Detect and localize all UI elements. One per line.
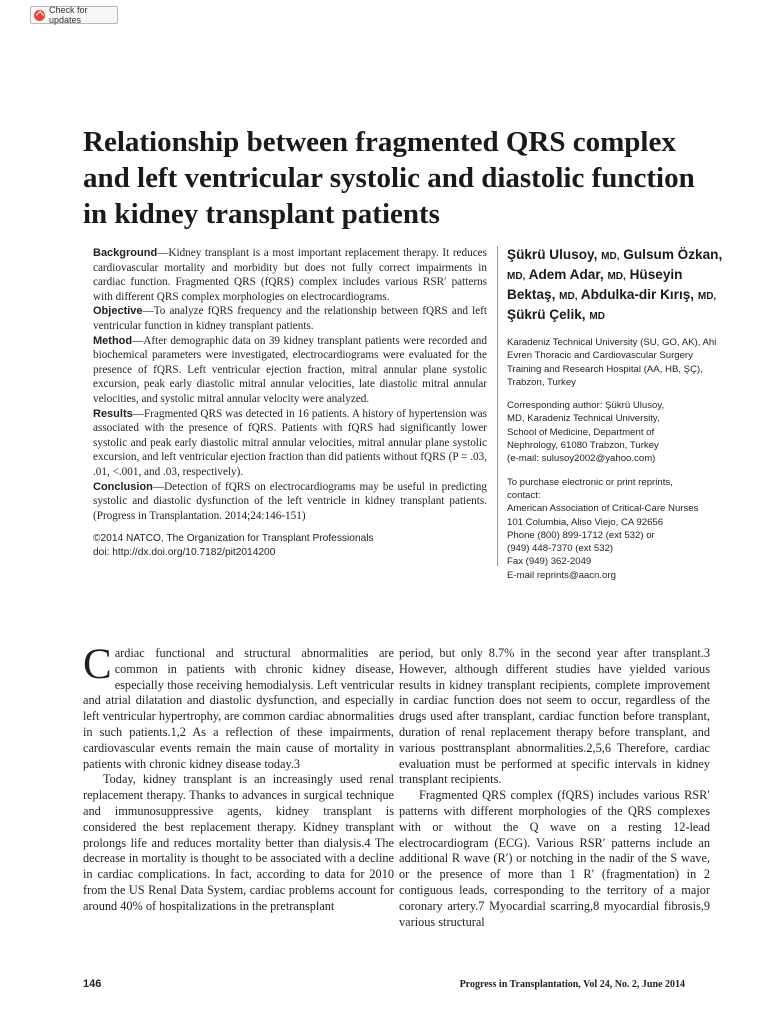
article-title <box>83 124 723 232</box>
reprints-line: 101 Columbia, Aliso Viejo, CA 92656 <box>507 516 664 528</box>
abstract-heading: Conclusion <box>93 480 153 493</box>
author-degree: MD, <box>601 251 620 262</box>
reprints-line: contact: <box>507 489 541 501</box>
copyright-block <box>93 532 487 559</box>
body-paragraph: Today, kidney transplant is an increasingly used renal replacement therapy. Thanks to advances in surgical technique and immunosuppressive agents, kidney transplant is considered the best replacement therapy. Kidney transplant prolongs life and reduces mortality better than dialysis.4 The decrease in mortality is thought to be associated with a decline in cardiac complications. In fact, according to data for 2010 from the US Renal Data System, cardiac problems account for around 40% of hospitalizations in the pretransplant <box>83 772 394 913</box>
abstract-text: —Kidney transplant is a most important replacement therapy. It reduces cardiovascular mortality and morbidity but does not fully correct impairments in cardiac function. Fragmented QRS (fQRS) complex includes various RSR′ patterns with different QRS complex morphologies on electrocardiograms. <box>93 247 487 303</box>
corresponding-author <box>507 399 727 465</box>
corresponding-email[interactable]: (e-mail: sulusoy2002@yahoo.com) <box>507 453 656 465</box>
body-column-right <box>399 646 710 930</box>
body-paragraph <box>83 641 394 772</box>
author-name: Hüseyin Bektaş, <box>507 267 683 302</box>
author-name: Şükrü Çelik, <box>507 307 586 322</box>
abstract-conclusion <box>93 480 487 524</box>
abstract-objective <box>93 304 487 333</box>
abstract-heading: Results <box>93 407 133 420</box>
body-paragraph: Fragmented QRS complex (fQRS) includes various RSR′ patterns with different morphologies of the QRS complexes with or without the Q wave on a resting 12-lead electrocardiogram (ECG). Various RSR′ patterns include an additional R wave (R′) or notching in the nadir of the S wave, or the presence of more than 1 R′ (fragmentation) in 2 contiguous leads, corresponding to the territory of a major coronary artery.7 Myocardial scarring,8 myocardial fibrosis,9 various structural <box>399 788 710 929</box>
reprints-line: American Association of Critical-Care Nurses <box>507 503 699 515</box>
abstract-background <box>93 246 487 304</box>
reprints-info <box>507 476 727 582</box>
doi-link[interactable]: doi: http://dx.doi.org/10.7182/pit2014200 <box>93 546 276 558</box>
abstract-text: —To analyze fQRS frequency and the relationship between fQRS and left ventricular function in kidney transplant patients. <box>93 305 487 332</box>
paragraph-text: ardiac functional and structural abnormalities are common in patients with chronic kidney disease, especially those receiving hemodialysis. Left ventricular and atrial dilatation and diastolic dysfunction, and especially left ventricular hypertrophy, are common cardiac abnormalities in such patients.1,2 As a reflection of these impairments, cardiovascular events remain the main cause of mortality in patients with chronic kidney disease today.3 <box>83 646 394 771</box>
corresponding-line: Nephrology, 61080 Trabzon, Turkey <box>507 440 659 452</box>
abstract <box>93 246 487 523</box>
check-for-updates-button[interactable] <box>30 6 118 24</box>
abstract-text: —After demographic data on 39 kidney transplant patients were recorded and biochemical parameters were investigated, electrocardiograms were evaluated for the presence of fQRS. Left ventricular ejection fraction, mitral annular plane systolic excursion, peak early diastolic mitral annular velocities, late diastolic mitral annular velocities, and systolic mitral annular velocity were analyzed. <box>93 334 487 405</box>
abstract-results <box>93 407 487 480</box>
copyright-line: ©2014 NATCO, The Organization for Transplant Professionals <box>93 533 374 544</box>
abstract-method <box>93 334 487 407</box>
abstract-heading: Objective <box>93 305 143 318</box>
author-info <box>507 246 727 582</box>
title-line: and left ventricular systolic and diastolic function <box>83 162 695 194</box>
author-degree: MD, <box>607 271 626 282</box>
abstract-text: —Fragmented QRS was detected in 16 patients. A history of hypertension was associated with the presence of fQRS. Patients with fQRS had significantly lower systolic and peak early diastolic mitral annular velocities, mitral annular plane systolic excursion, and left ventricular ejection fraction than did patients without fQRS (P = .03, .01, <.001, and .03, respectively). <box>93 407 487 478</box>
corresponding-line: MD, Karadeniz Technical University, <box>507 413 660 425</box>
drop-cap: C <box>83 641 112 688</box>
author-list <box>507 246 727 326</box>
abstract-text: —Detection of fQRS on electrocardiograms may be useful in predicting systolic and diastolic dysfunction of the left ventricle in kidney transplant patients. (Progress in Transplantation. 2014;24:146-151) <box>93 480 487 522</box>
reprints-line: To purchase electronic or print reprints, <box>507 476 673 488</box>
reprints-line: Phone (800) 899-1712 (ext 532) or <box>507 529 655 541</box>
reprints-line: Fax (949) 362-2049 <box>507 556 592 568</box>
title-line: in kidney transplant patients <box>83 198 440 230</box>
author-name: Gulsum Özkan, <box>623 247 723 262</box>
author-name: Adem Adar, <box>528 267 604 282</box>
author-degree: MD, <box>697 291 717 302</box>
reprints-line: (949) 448-7370 (ext 532) <box>507 543 614 555</box>
corresponding-line: Corresponding author: Şükrü Ulusoy, <box>507 400 665 412</box>
check-for-updates-label: Check for updates <box>49 5 88 25</box>
column-divider <box>497 246 498 566</box>
update-check-icon <box>34 10 45 21</box>
corresponding-line: School of Medicine, Department of <box>507 426 655 438</box>
page-number: 146 <box>83 978 102 990</box>
body-column-left <box>83 641 394 915</box>
journal-citation: Progress in Transplantation, Vol 24, No. 2, June 2014 <box>459 979 685 990</box>
abstract-heading: Background <box>93 247 158 259</box>
title-line: Relationship between fragmented QRS complex <box>83 126 676 158</box>
body-paragraph: period, but only 8.7% in the second year after transplant.3 However, although different studies have yielded various results in kidney transplant recipients, complete improvement in cardiac function does not seem to occur, regardless of the drugs used after transplant, cardiac function before transplant, duration of renal replacement therapy before transplant, and various posttransplant abnormalities.2,5,6 Therefore, cardiac evaluation must be performed at specific intervals in kidney transplant recipients. <box>399 646 710 787</box>
affiliation: Karadeniz Technical University (SU, GO, AK), Ahi Evren Thoracic and Cardiovascular Surgery Training and Research Hospital (AA, HB, ŞÇ), Trabzon, Turkey <box>507 337 717 388</box>
author-degree: MD, <box>507 271 526 282</box>
reprints-email[interactable]: E-mail reprints@aacn.org <box>507 569 616 581</box>
abstract-heading: Method <box>93 334 133 347</box>
author-name: Şükrü Ulusoy, <box>507 247 598 262</box>
author-name: Abdulka-dir Kırış, <box>580 287 695 302</box>
author-degree: MD, <box>559 291 578 302</box>
author-degree: MD <box>589 311 605 322</box>
